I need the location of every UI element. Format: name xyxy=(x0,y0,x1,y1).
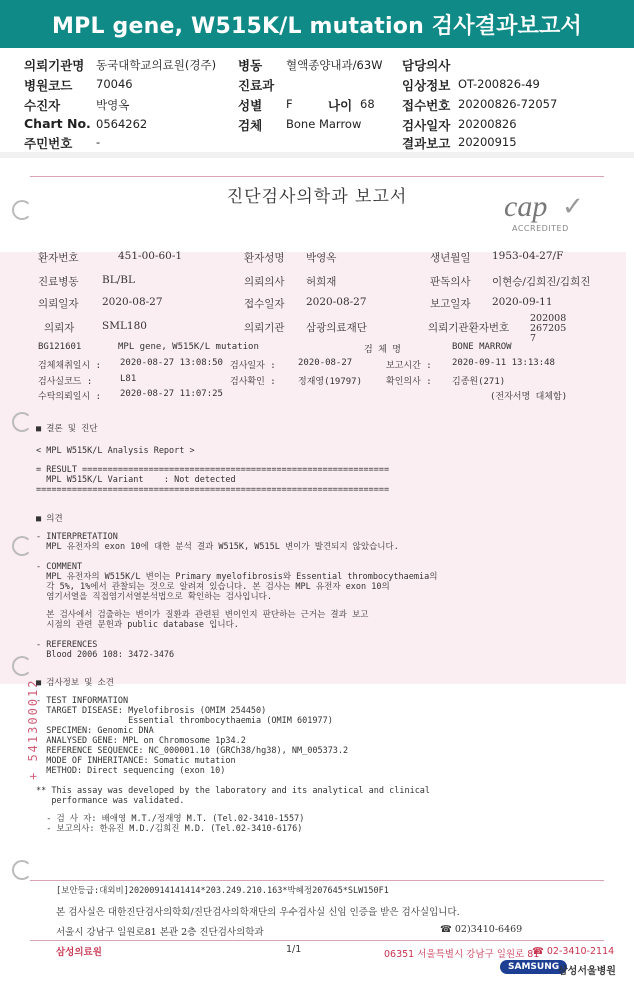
variant-result: MPL W515K/L Variant : Not detected xyxy=(36,475,236,485)
esign-note: (전자서명 대체함) xyxy=(490,392,568,402)
recv-label: 수탁의뢰일시 : xyxy=(38,392,102,402)
rrn: - xyxy=(96,135,101,149)
result-section-head: ■ 결론 및 진단 xyxy=(36,424,98,434)
lab-address: 서울시 강남구 일원로81 본관 2층 진단검사의학과 xyxy=(56,927,264,938)
report-date: 2020-09-11 xyxy=(492,296,553,308)
binder-hole-icon xyxy=(12,860,32,880)
dept-label: 진료과 xyxy=(238,78,275,93)
recv-date: 2020-08-27 xyxy=(306,296,367,308)
clinical-info: OT-200826-49 xyxy=(458,77,540,91)
room-label: 검사실코드 : xyxy=(38,377,93,387)
confirm-label: 검사확인 : xyxy=(230,377,276,387)
specimen-info: SPECIMEN: Genomic DNA xyxy=(36,726,154,736)
req-date-label: 의뢰일자 xyxy=(38,298,79,310)
analysed-gene: ANALYSED GENE: MPL on Chromosome 1p34.2 xyxy=(36,736,246,746)
info-head: ■ 검사정보 및 소견 xyxy=(36,678,114,688)
meta-specimen: BONE MARROW xyxy=(452,342,512,352)
comment-line-5: 시점의 관련 문헌과 public database 입니다. xyxy=(36,620,239,630)
hosp-code-label: 병원코드 xyxy=(24,78,73,93)
req-inst: 삼광의료재단 xyxy=(306,322,367,334)
hospital-address: 06351 서울특별시 강남구 일원로 81 xyxy=(384,949,540,960)
hospital-phone: ☎ 02-3410-2114 xyxy=(532,946,615,957)
cap-accredited-text: ACCREDITED xyxy=(512,224,569,233)
receiver: 박영옥 xyxy=(96,98,130,112)
lab-report xyxy=(30,176,604,956)
clinical-label: 임상정보 xyxy=(402,78,451,93)
req-date: 2020-08-27 xyxy=(102,296,163,308)
opinion-head: ■ 의견 xyxy=(36,514,63,524)
receiver-label: 수진자 xyxy=(24,98,61,113)
test-date-label: 검사일자 xyxy=(402,118,451,133)
comment-line-1: MPL 유전자의 W515K/L 변이는 Primary myelofibrosis와 Essential thrombocythaemia의 xyxy=(36,572,438,582)
page-number: 1/1 xyxy=(286,944,302,955)
ref-line-1: Blood 2006 108: 3472-3476 xyxy=(36,650,175,660)
top-rule xyxy=(30,176,604,177)
binder-hole-icon xyxy=(12,412,32,432)
requester-label: 의뢰자 xyxy=(44,322,75,334)
confirm: 정재영(19797) xyxy=(298,377,363,387)
comment-line-4: 본 검사에서 검출하는 변이가 질환과 관련된 변이인지 판단하는 근거는 결과 보고 xyxy=(36,610,369,620)
reference-sequence: REFERENCE SEQUENCE: NC_000001.10 (GRCh38/hg38), NM_005373.2 xyxy=(36,746,349,756)
reporttime: 2020-09-11 13:13:48 xyxy=(452,358,555,368)
cap-accredited-logo xyxy=(504,190,600,234)
footer-rule-2 xyxy=(30,940,604,941)
comment-title: - COMMENT xyxy=(36,562,83,572)
report-date: 20200915 xyxy=(458,135,517,149)
test-info-title: - TEST INFORMATION xyxy=(36,696,129,706)
recv-date-label: 접수일자 xyxy=(244,298,285,310)
inst-patient-no: 2020082672057 xyxy=(530,313,567,344)
test-date: 20200826 xyxy=(458,117,517,131)
ward-label: 진료병동 xyxy=(38,276,79,288)
ward: BL/BL xyxy=(102,274,135,286)
staff-doctor: - 보고의사: 한유진 M.D./김희진 M.D. (Tel.02-3410-6176) xyxy=(36,824,303,834)
comment-line-3: 염기서열을 직접염기서열분석법으로 확인하는 검사입니다. xyxy=(36,592,272,602)
report-date-label: 결과보고 xyxy=(402,136,451,151)
assay-note-2: performance was validated. xyxy=(36,796,185,806)
reporttime-label: 보고시간 : xyxy=(386,361,432,371)
target-disease-2: Essential thrombocythaemia (OMIM 601977) xyxy=(36,716,333,726)
patient-name: 박영옥 xyxy=(306,252,337,264)
binder-hole-icon xyxy=(12,656,32,676)
comment-line-2: 각 5%, 1%에서 관찰되는 것으로 알려져 있습니다. 본 검사는 MPL 유전자 exon 10의 xyxy=(36,582,390,592)
target-disease: TARGET DISEASE: Myelofibrosis (OMIM 254450) xyxy=(36,706,267,716)
exec-label: 검체채취일시 : xyxy=(38,361,102,371)
specimen: Bone Marrow xyxy=(286,117,362,131)
ward-label: 병동 xyxy=(238,58,263,73)
exec-time: 2020-08-27 13:08:50 xyxy=(120,358,223,368)
dob-label: 생년월일 xyxy=(430,252,471,264)
test-name: MPL gene, W515K/L mutation xyxy=(118,342,259,352)
cap-logo-text: cap xyxy=(504,190,548,223)
age: 68 xyxy=(360,97,375,111)
age-label: 나이 xyxy=(328,98,353,113)
interp-title: - INTERPRETATION xyxy=(36,532,118,542)
result-line: = RESULT ============================================================ xyxy=(36,465,390,475)
method: METHOD: Direct sequencing (exon 10) xyxy=(36,766,226,776)
doc-title: 진단검사의학과 보고서 xyxy=(226,187,408,207)
lab-phone: ☎ 02)3410-6469 xyxy=(440,924,523,935)
assay-note-1: ** This assay was developed by the laboratory and its analytical and clinical xyxy=(36,786,431,796)
patient-no: 451-00-60-1 xyxy=(118,250,183,262)
divider xyxy=(0,152,634,158)
chart-label: Chart No. xyxy=(24,116,91,131)
dob: 1953-04-27/F xyxy=(492,250,564,262)
samsung-logo: SAMSUNG xyxy=(500,960,567,974)
smc-logo-text: 삼성서울병원 xyxy=(558,966,616,977)
room-code: L81 xyxy=(120,374,137,384)
specimen-label: 검체 xyxy=(238,118,263,133)
test-code: BG121601 xyxy=(38,342,82,352)
patient-name-label: 환자성명 xyxy=(244,252,285,264)
ward: 혈액종양내과/63W xyxy=(286,58,383,72)
interp-text: MPL 유전자의 exon 10에 대한 분석 결과 W515K, W515L 변이가 발견되지 않았습니다. xyxy=(36,542,399,552)
mode-of-inheritance: MODE OF INHERITANCE: Somatic mutation xyxy=(36,756,236,766)
binder-hole-icon xyxy=(12,200,32,220)
req-org-row: 의뢰기관명 xyxy=(24,58,85,73)
sex: F xyxy=(286,97,293,111)
report-title: MPL gene, W515K/L mutation 검사결과보고서 xyxy=(0,0,634,48)
read-doc: 이현승/김희진/김희진 xyxy=(492,276,591,288)
report-date-label: 보고일자 xyxy=(430,298,471,310)
barcode-number: + 541300012 xyxy=(26,678,40,780)
inst-patient-label: 의뢰기관환자번호 xyxy=(428,322,510,334)
staff-tester: - 검 사 자: 배애영 M.T./정재영 M.T. (Tel.02-3410-1557) xyxy=(36,814,305,824)
patient-no-label: 환자번호 xyxy=(38,252,79,264)
chart-no: 0564262 xyxy=(96,117,148,131)
requester: SML180 xyxy=(102,320,147,332)
brand-name: 삼성의료원 xyxy=(56,947,102,958)
cert-statement: 본 검사실은 대한진단검사의학회/진단검사의학재단의 우수검사실 신임 인증을 받은 검사실입니다. xyxy=(56,907,460,918)
recv-time: 2020-08-27 11:07:25 xyxy=(120,389,223,399)
req-inst-label: 의뢰기관 xyxy=(244,322,285,334)
footer-rule xyxy=(30,880,604,881)
result-end: ===================================================================== xyxy=(36,485,390,495)
meta-specimen-label: 검 체 명 xyxy=(364,345,401,355)
meta-testdate: 2020-08-27 xyxy=(298,358,353,368)
accession-no: 20200826-72057 xyxy=(458,97,558,111)
hosp-code: 70046 xyxy=(96,77,133,91)
meta-testdate-label: 검사일자 : xyxy=(230,361,276,371)
analysis-report-title: < MPL W515K/L Analysis Report > xyxy=(36,446,195,456)
req-org: 동국대학교의료원(경주) xyxy=(96,58,217,72)
read-doc-label: 판독의사 xyxy=(430,276,471,288)
doctor-label: 담당의사 xyxy=(402,58,451,73)
accession-label: 접수번호 xyxy=(402,98,451,113)
confirmer-label: 확인의사 : xyxy=(386,377,432,387)
confirmer: 김종원(271) xyxy=(452,377,506,387)
binder-hole-icon xyxy=(12,536,32,556)
security-line: [보안등급:대외비]20200914141414*203.249.210.163*박혜정207645*SLW150F1 xyxy=(56,886,389,896)
rrn-label: 주민번호 xyxy=(24,136,73,151)
check-icon: ✓ xyxy=(562,192,584,222)
req-doc: 허희재 xyxy=(306,276,337,288)
req-doc-label: 의뢰의사 xyxy=(244,276,285,288)
sex-label: 성별 xyxy=(238,98,263,113)
ref-title: - REFERENCES xyxy=(36,640,98,650)
